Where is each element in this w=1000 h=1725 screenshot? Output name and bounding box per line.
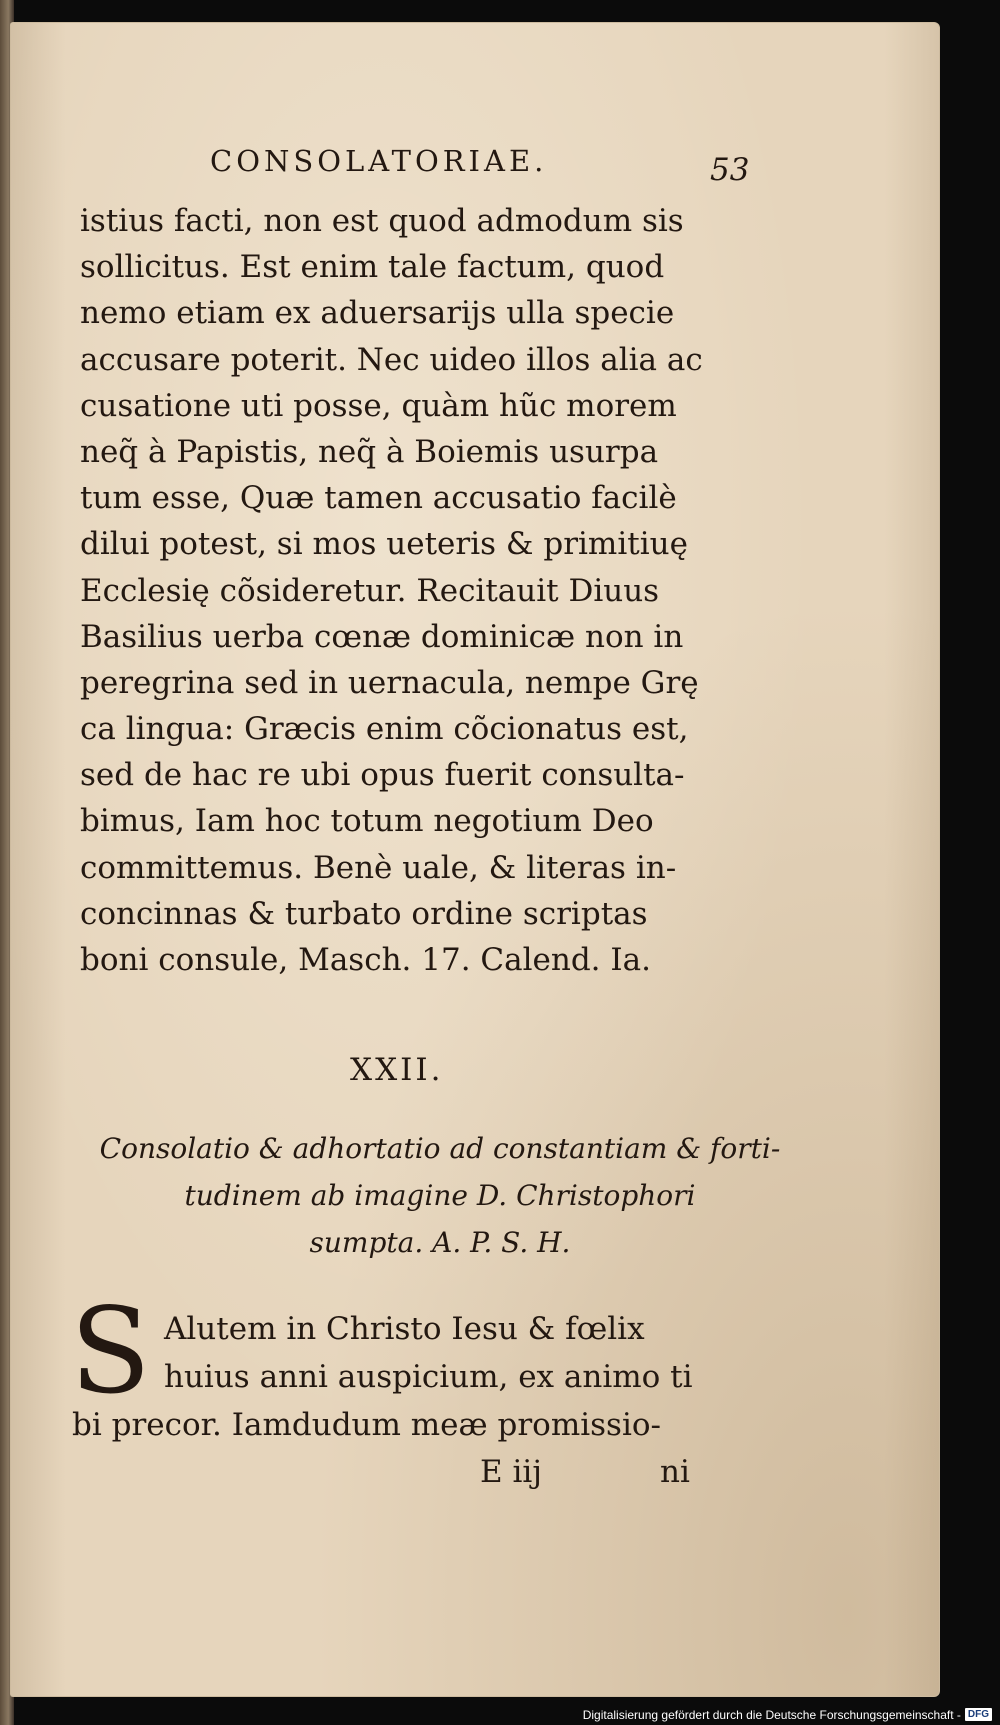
running-head: CONSOLATORIAE. (210, 144, 548, 178)
drop-cap-initial: S (70, 1282, 151, 1420)
text-line: concinnas & turbato ordine scriptas (80, 895, 648, 932)
text-line: bimus, Iam hoc totum negotium Deo (80, 803, 654, 840)
text-line: nemo etiam ex aduersarijs ulla specie (80, 295, 675, 332)
text-line: neq̃ à Papistis, neq̃ à Boiemis usurpa (80, 433, 659, 470)
text-line: Ecclesię cõsideretur. Recitauit Diuus (80, 572, 660, 609)
text-line: sed de hac re ubi opus fuerit consulta- (80, 757, 685, 794)
title-line: sumpta. A. P. S. H. (309, 1226, 571, 1259)
page-number: 53 (710, 152, 750, 188)
page-sheet (10, 22, 940, 1697)
text-line: istius facti, non est quod admodum sis (80, 203, 684, 239)
letter-body (72, 1305, 802, 1449)
text-line: committemus. Benè uale, & literas in- (80, 849, 677, 886)
letter-title (80, 1125, 800, 1266)
funding-text: Digitalisierung gefördert durch die Deutsche Forschungsgemeinschaft - (582, 1707, 961, 1722)
text-line: Alutem in Christo Iesu & fœlix (164, 1311, 645, 1347)
text-line: huius anni auspicium, ex animo ti (164, 1359, 693, 1395)
text-line: dilui potest, si mos ueteris & primitiuę (80, 526, 688, 563)
title-line: Consolatio & adhortatio ad constantiam & forti- (99, 1132, 781, 1165)
text-line: peregrina sed in uernacula, nempe Grę (80, 664, 699, 701)
text-line: sollicitus. Est enim tale factum, quod (80, 249, 665, 286)
dfg-logo: DFG (965, 1708, 992, 1721)
signature-catchword-line (480, 1454, 690, 1490)
catchword: ni (660, 1454, 690, 1490)
text-line: cusatione uti posse, quàm hũc morem (80, 387, 677, 424)
text-line: boni consule, Masch. 17. Calend. Ia. (80, 942, 651, 978)
text-line: tum esse, Quæ tamen accusatio facilè (80, 480, 677, 517)
funding-banner (583, 1706, 992, 1723)
letter-number: XXII. (350, 1052, 444, 1088)
text-line: bi precor. Iamdudum meæ promissio- (72, 1407, 661, 1443)
text-line: ca lingua: Græcis enim cõcionatus est, (80, 711, 689, 748)
title-line: tudinem ab imagine D. Christophori (184, 1179, 696, 1212)
signature-mark: E iij (480, 1454, 542, 1490)
text-line: Basilius uerba cœnæ dominicæ non in (80, 618, 684, 655)
text-line: accusare poterit. Nec uideo illos alia ac (80, 341, 703, 378)
body-text (80, 198, 800, 983)
